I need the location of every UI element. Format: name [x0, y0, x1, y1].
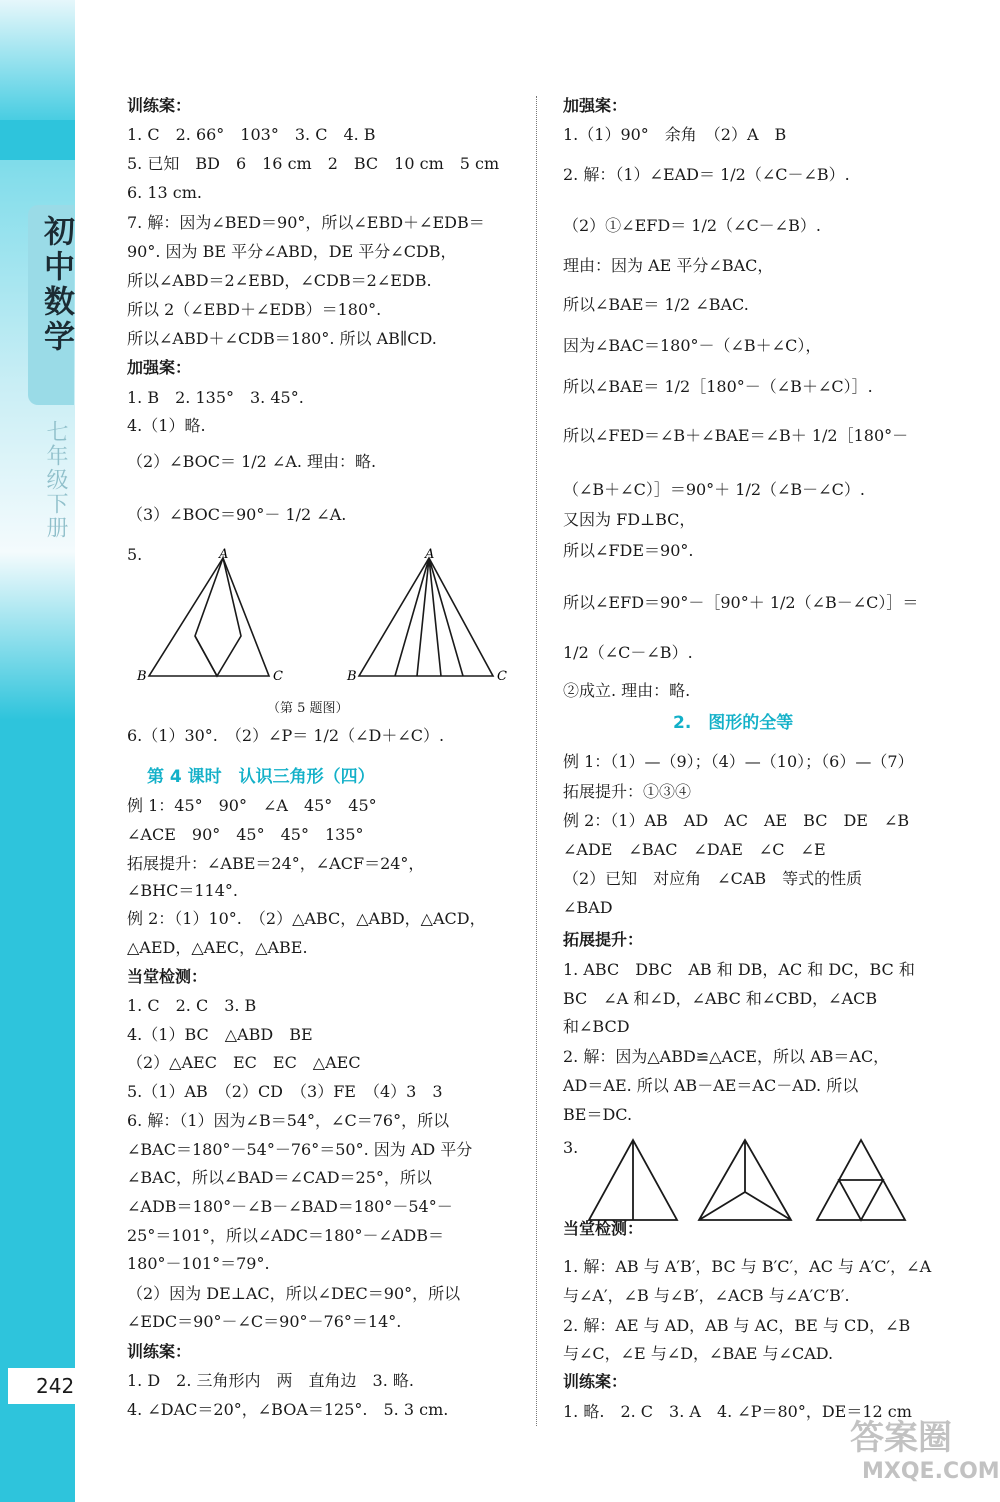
left-line-8: 所以∠ABD＋∠CDB＝180°. 所以 AB∥CD. — [127, 329, 437, 348]
left-line-38: 1. D 2. 三角形内 两 直角边 3. 略. — [127, 1371, 414, 1390]
right-line-7: 所以∠BAE＝ 1/2［180°－（∠B＋∠C）］. — [563, 377, 873, 396]
right-line-22: 拓展提升： — [563, 930, 644, 949]
label-b-2: B — [347, 669, 357, 684]
right-line-19: ∠ADE ∠BAC ∠DAE ∠C ∠E — [563, 840, 826, 859]
left-line-15: （第 5 题图） — [267, 701, 349, 716]
right-line-33: 2. 解：AE 与 AD，AB 与 AC，BE 与 CD，∠B — [563, 1316, 911, 1335]
right-line-2: 2. 解：（1）∠EAD＝ 1/2（∠C－∠B）. — [563, 165, 850, 184]
left-line-16: 6.（1）30°. （2）∠P＝ 1/2（∠D＋∠C）. — [127, 726, 445, 745]
left-line-39: 4. ∠DAC＝20°，∠BOA＝125°. 5. 3 cm. — [127, 1400, 449, 1419]
figure-5-triangles — [133, 547, 507, 685]
left-line-13: （3）∠BOC＝90°－ 1/2 ∠A. — [127, 505, 347, 524]
right-line-9: （∠B＋∠C）］＝90°＋ 1/2（∠B－∠C）. — [563, 480, 865, 499]
right-line-1: 1.（1）90° 余角 （2）A B — [563, 125, 787, 144]
label-c-1: C — [273, 669, 283, 684]
right-line-20: （2）已知 对应角 ∠CAB 等式的性质 — [563, 869, 863, 888]
right-line-34: 与∠C，∠E 与∠D，∠BAE 与∠CAD. — [563, 1344, 834, 1363]
left-line-36: ∠EDC＝90°－∠C＝90°－76°＝14°. — [127, 1312, 402, 1331]
left-line-18: 例 1：45° 90° ∠A 45° 45° — [127, 796, 377, 815]
left-line-22: 例 2：（1）10°. （2）△ABC，△ABD，△ACD， — [127, 909, 486, 928]
left-line-11: 4.（1）略. — [127, 416, 206, 435]
left-line-4: 7. 解：因为∠BED＝90°，所以∠EBD＋∠EDB＝ — [127, 213, 485, 232]
left-line-9: 加强案： — [127, 358, 192, 377]
right-line-13: 1/2（∠C－∠B）. — [563, 643, 693, 662]
right-line-16: 例 1：（1）—（9）；（4）—（10）；（6）—（7） — [563, 752, 914, 771]
right-line-30: 当堂检测： — [563, 1219, 644, 1238]
right-line-25: 和∠BCD — [563, 1017, 630, 1036]
right-line-26: 2. 解：因为△ABD≌△ACE，所以 AB＝AC， — [563, 1047, 890, 1066]
label-a-2: A — [425, 547, 435, 562]
left-line-19: ∠ACE 90° 45° 45° 135° — [127, 825, 364, 844]
right-line-6: 因为∠BAC＝180°－（∠B＋∠C）， — [563, 336, 822, 355]
right-line-0: 加强案： — [563, 96, 628, 115]
left-line-3: 6. 13 cm. — [127, 183, 203, 202]
left-line-26: 4.（1）BC △ABD BE — [127, 1025, 313, 1044]
right-line-18: 例 2：（1）AB AD AC AE BC DE ∠B — [563, 811, 910, 830]
right-line-15: 2. 图形的全等 — [673, 713, 794, 733]
watermark-line2: MXQE.COM — [862, 1459, 1000, 1484]
left-line-17: 第 4 课时 认识三角形（四） — [147, 767, 375, 787]
left-line-10: 1. B 2. 135° 3. 45°. — [127, 388, 304, 407]
right-line-32: 与∠A′，∠B 与∠B′，∠ACB 与∠A′C′B′. — [563, 1286, 850, 1305]
sidebar-top-gradient — [0, 0, 75, 120]
left-line-20: 拓展提升：∠ABE＝24°，∠ACF＝24°， — [127, 854, 425, 873]
right-line-29: 3. — [563, 1138, 579, 1157]
left-line-14: 5. — [127, 545, 143, 564]
right-line-10: 又因为 FD⊥BC， — [563, 510, 696, 529]
left-line-24: 当堂检测： — [127, 967, 208, 986]
right-line-11: 所以∠FDE＝90°. — [563, 541, 694, 560]
right-line-27: AD＝AE. 所以 AB－AE＝AC－AD. 所以 — [563, 1076, 859, 1095]
left-line-29: 6. 解：（1）因为∠B＝54°，∠C＝76°，所以 — [127, 1111, 450, 1130]
left-line-27: （2）△AEC EC EC △AEC — [127, 1053, 361, 1072]
column-divider — [536, 96, 538, 1426]
left-line-5: 90°. 因为 BE 平分∠ABD，DE 平分∠CDB， — [127, 242, 457, 261]
right-line-23: 1. ABC DBC AB 和 DB，AC 和 DC，BC 和 — [563, 960, 915, 979]
sidebar — [0, 0, 75, 1502]
right-line-35: 训练案： — [563, 1372, 628, 1391]
left-line-7: 所以 2（∠EBD＋∠EDB）＝180°. — [127, 300, 382, 319]
label-a-1: A — [219, 547, 229, 562]
left-line-35: （2）因为 DE⊥AC，所以∠DEC＝90°，所以 — [127, 1284, 461, 1303]
watermark — [850, 1410, 1000, 1502]
right-line-14: ②成立. 理由：略. — [563, 681, 691, 700]
right-line-28: BE＝DC. — [563, 1105, 633, 1124]
right-line-36: 1. 略. 2. C 3. A 4. ∠P＝80°，DE＝12 cm — [563, 1402, 912, 1421]
left-line-34: 180°－101°＝79°. — [127, 1254, 270, 1273]
right-line-31: 1. 解：AB 与 A′B′，BC 与 B′C′，AC 与 A′C′，∠A — [563, 1257, 932, 1276]
left-line-32: ∠ADB＝180°－∠B－∠BAD＝180°－54°－ — [127, 1197, 453, 1216]
left-line-1: 1. C 2. 66° 103° 3. C 4. B — [127, 125, 376, 144]
sidebar-title: 初中数学 — [38, 215, 74, 355]
label-b-1: B — [137, 669, 147, 684]
right-line-12: 所以∠EFD＝90°－［90°＋ 1/2（∠B－∠C）］＝ — [563, 593, 919, 612]
right-line-3: （2）①∠EFD＝ 1/2（∠C－∠B）. — [563, 216, 821, 235]
label-c-2: C — [497, 669, 507, 684]
left-line-0: 训练案： — [127, 96, 192, 115]
left-line-23: △AED，△AEC，△ABE. — [127, 938, 308, 957]
left-line-33: 25°＝101°，所以∠ADC＝180°－∠ADB＝ — [127, 1226, 445, 1245]
left-line-28: 5.（1）AB （2）CD （3）FE （4）3 3 — [127, 1082, 443, 1101]
right-line-21: ∠BAD — [563, 898, 613, 917]
right-line-5: 所以∠BAE＝ 1/2 ∠BAC. — [563, 295, 749, 314]
right-line-4: 理由：因为 AE 平分∠BAC， — [563, 256, 774, 275]
sidebar-title-box — [28, 205, 74, 405]
right-line-24: BC ∠A 和∠D，∠ABC 和∠CBD，∠ACB — [563, 989, 878, 1008]
left-line-30: ∠BAC＝180°－54°－76°＝50°. 因为 AD 平分 — [127, 1140, 473, 1159]
page-number: 242 — [8, 1368, 78, 1404]
left-line-2: 5. 已知 BD 6 16 cm 2 BC 10 cm 5 cm — [127, 154, 500, 173]
left-line-37: 训练案： — [127, 1342, 192, 1361]
question-3-triangles — [585, 1136, 925, 1226]
watermark-line1: 答案圈 — [850, 1418, 952, 1458]
right-line-17: 拓展提升：①③④ — [563, 782, 692, 801]
left-line-12: （2）∠BOC＝ 1/2 ∠A. 理由：略. — [127, 452, 377, 471]
left-line-25: 1. C 2. C 3. B — [127, 996, 257, 1015]
left-line-31: ∠BAC，所以∠BAD＝∠CAD＝25°，所以 — [127, 1168, 432, 1187]
sidebar-subtitle: 七年级下册 — [43, 420, 68, 540]
left-line-21: ∠BHC＝114°. — [127, 881, 238, 900]
right-line-8: 所以∠FED＝∠B＋∠BAE＝∠B＋ 1/2［180°－ — [563, 426, 909, 445]
left-line-6: 所以∠ABD＝2∠EBD，∠CDB＝2∠EDB. — [127, 271, 432, 290]
